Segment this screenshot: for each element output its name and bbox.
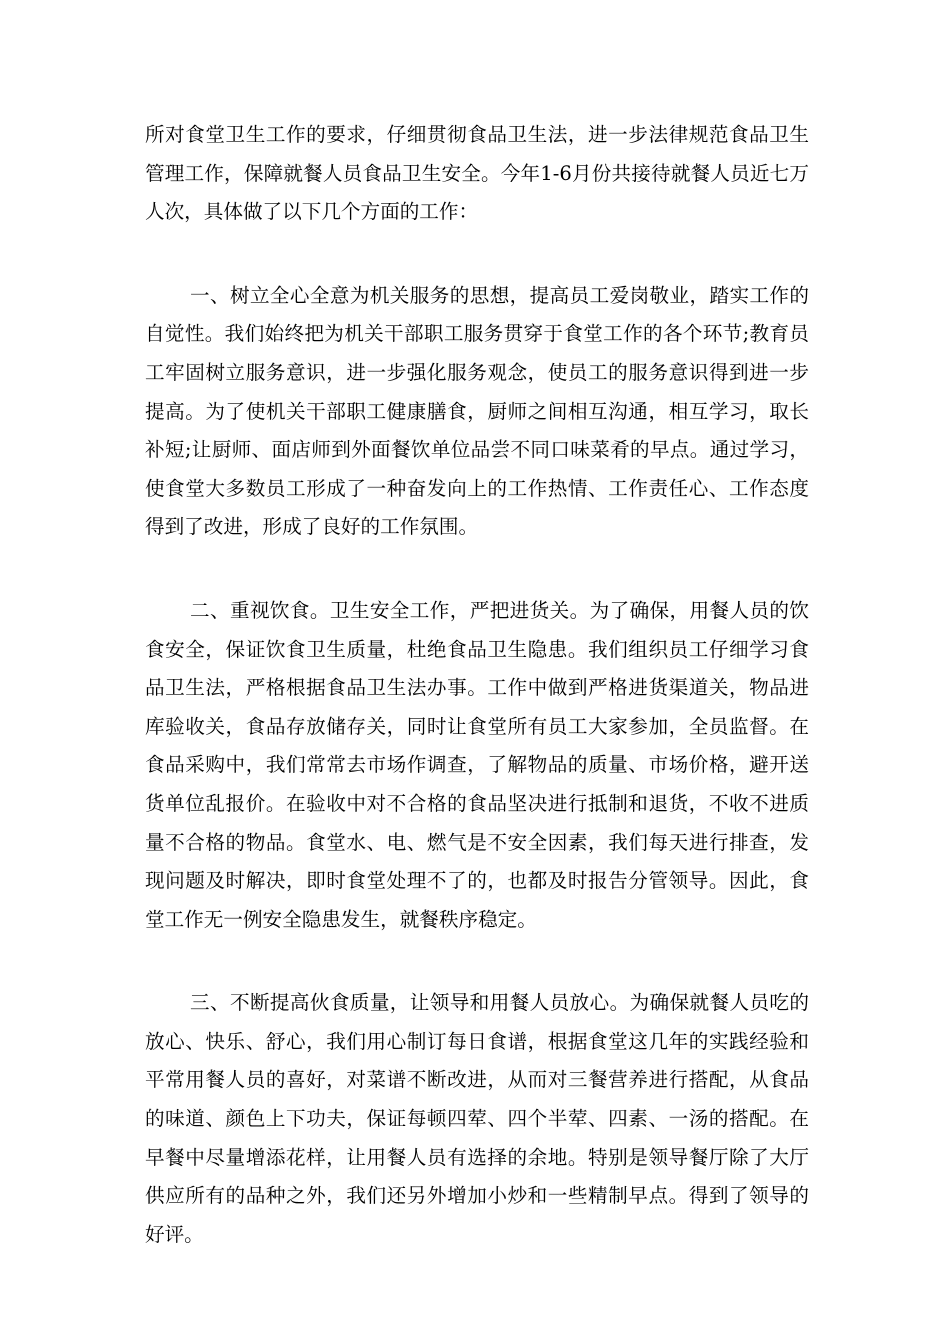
paragraph-section-2: 二、重视饮食。卫生安全工作，严把进货关。为了确保，用餐人员的饮食安全，保证饮食卫生质量，杜绝食品卫生隐患。我们组织员工仔细学习食品卫生法，严格根据食品卫生法办事。工作中做到严格进货渠道关，物品进库验收关，食品存放储存关，同时让食堂所有员工大家参加，全员监督。在食品采购中，我们常常去市场作调查，了解物品的质量、市场价格，避开送货单位乱报价。在验收中对不合格的食品坚决进行抵制和退货，不收不进质量不合格的物品。食堂水、电、燃气是不安全因素，我们每天进行排查，发现问题及时解决，即时食堂处理不了的，也都及时报告分管领导。因此，食堂工作无一例安全隐患发生，就餐秩序稳定。 [145,598,809,931]
document-body [145,116,809,1299]
paragraph-intro: 所对食堂卫生工作的要求，仔细贯彻食品卫生法，进一步法律规范食品卫生管理工作，保障就餐人员食品卫生安全。今年1-6月份共接待就餐人员近七万人次，具体做了以下几个方面的工作： [145,123,809,224]
paragraph-section-3: 三、不断提高伙食质量，让领导和用餐人员放心。为确保就餐人员吃的放心、快乐、舒心，我们用心制订每日食谱，根据食堂这几年的实践经验和平常用餐人员的喜好，对菜谱不断改进，从而对三餐营养进行搭配，从食品的味道、颜色上下功夫，保证每顿四荤、四个半荤、四素、一汤的搭配。在早餐中尽量增添花样，让用餐人员有选择的余地。特别是领导餐厅除了大厅供应所有的品种之外，我们还另外增加小炒和一些精制早点。得到了领导的好评。 [145,991,809,1246]
paragraph-section-1: 一、树立全心全意为机关服务的思想，提高员工爱岗敬业，踏实工作的自觉性。我们始终把为机关干部职工服务贯穿于食堂工作的各个环节;教育员工牢固树立服务意识，进一步强化服务观念，使员工的服务意识得到进一步提高。为了使机关干部职工健康膳食，厨师之间相互沟通，相互学习，取长补短;让厨师、面店师到外面餐饮单位品尝不同口味菜肴的早点。通过学习，使食堂大多数员工形成了一种奋发向上的工作热情、工作责任心、工作态度得到了改进，形成了良好的工作氛围。 [145,283,809,539]
